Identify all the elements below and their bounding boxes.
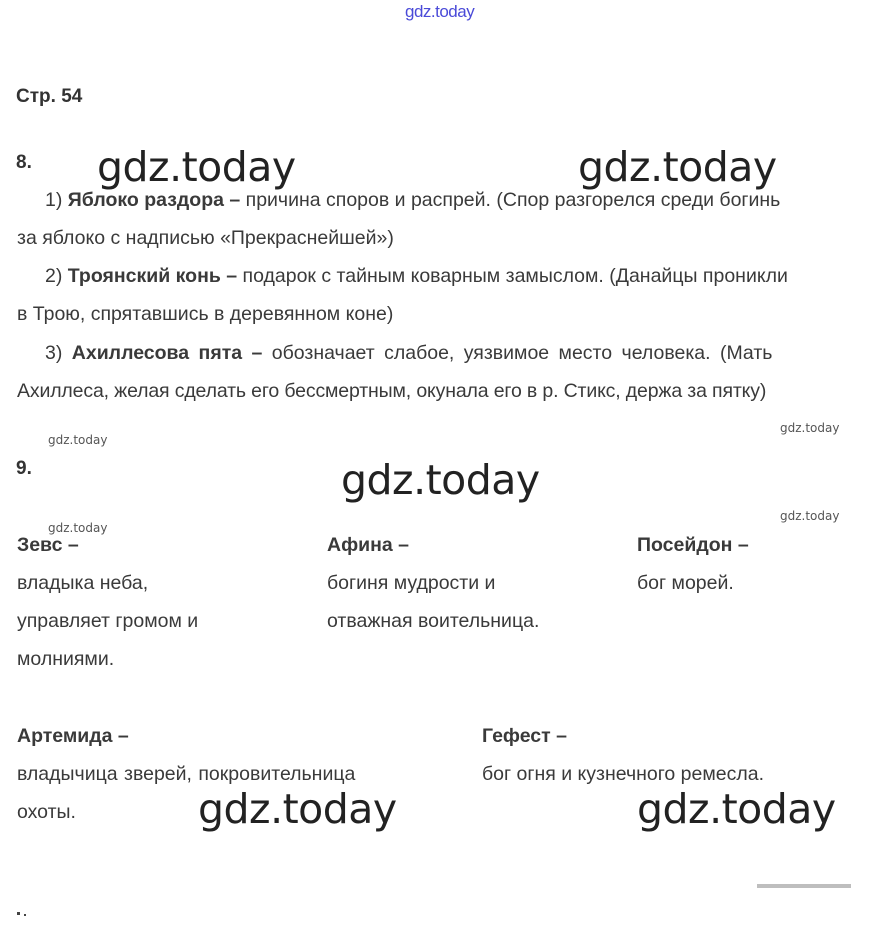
item-1-term: Яблоко раздора – (67, 189, 241, 211)
god-name: Зевс – (17, 534, 79, 556)
watermark-big-3: gdz.today (341, 456, 540, 504)
watermark-big-4: gdz.today (198, 785, 397, 833)
god-zeus (17, 526, 198, 678)
god-desc-line: отважная воительница. (327, 610, 540, 632)
god-desc-line: молниями. (17, 648, 115, 670)
item-2-prefix: 2) (45, 265, 68, 287)
god-name: Посейдон – (637, 534, 749, 556)
watermark-big-2: gdz.today (578, 143, 777, 191)
scan-artifact-dot (24, 914, 26, 916)
watermark-small-4: gdz.today (780, 509, 840, 523)
task9-number: 9. (16, 458, 32, 479)
watermark-small-2: gdz.today (780, 421, 840, 435)
god-name: Артемида – (17, 725, 129, 747)
item-3-line2: Ахиллеса, желая сделать его бессмертным, окунала его в р. Стикс, держа за пятку) (17, 380, 767, 402)
item-2-line2: в Трою, спрятавшись в деревянном коне) (17, 303, 394, 325)
item-1-line2: за яблоко с надписью «Прекраснейшей») (17, 227, 394, 249)
god-desc-line: владыка неба, (17, 572, 149, 594)
watermark-small-3: gdz.today (48, 521, 108, 535)
watermark-top: gdz.today (405, 2, 475, 21)
god-name: Гефест – (482, 725, 567, 747)
item-3-prefix: 3) (45, 342, 72, 364)
god-desc-line: богиня мудрости и (327, 572, 496, 594)
item-2-term: Троянский конь – (67, 265, 238, 287)
god-desc-line: бог огня и кузнечного ремесла. (482, 763, 765, 785)
item-2-text: подарок с тайным коварным замыслом. (Данайцы проникли (237, 265, 788, 287)
god-hephaestus (482, 717, 764, 793)
page-label: Стр. 54 (16, 86, 83, 107)
watermark-big-1: gdz.today (97, 143, 296, 191)
item-1-prefix: 1) (45, 189, 68, 211)
task8-item-3 (17, 334, 881, 410)
task8-item-2 (17, 257, 881, 333)
god-desc-line: управляет громом и (17, 610, 199, 632)
item-1-text: причина споров и распрей. (Спор разгорелся среди богинь (240, 189, 781, 211)
watermark-small-1: gdz.today (48, 433, 108, 447)
item-3-term: Ахиллесова пята – (71, 342, 263, 364)
watermark-big-5: gdz.today (637, 785, 836, 833)
scan-artifact-dot (17, 912, 20, 915)
page-label-wrapper (16, 86, 90, 108)
task8-number: 8. (16, 152, 32, 173)
god-desc-line: охоты. (17, 801, 76, 823)
god-athena (327, 526, 539, 640)
scan-artifact (757, 884, 851, 888)
god-desc-line: бог морей. (637, 572, 734, 594)
god-desc-line: владычица зверей, покровительница (17, 763, 356, 785)
item-3-text: обозначает слабое, уязвимое место человека. (Мать (262, 342, 773, 364)
god-name: Афина – (327, 534, 410, 556)
task8-item-1 (17, 181, 881, 257)
god-poseidon (637, 526, 749, 602)
